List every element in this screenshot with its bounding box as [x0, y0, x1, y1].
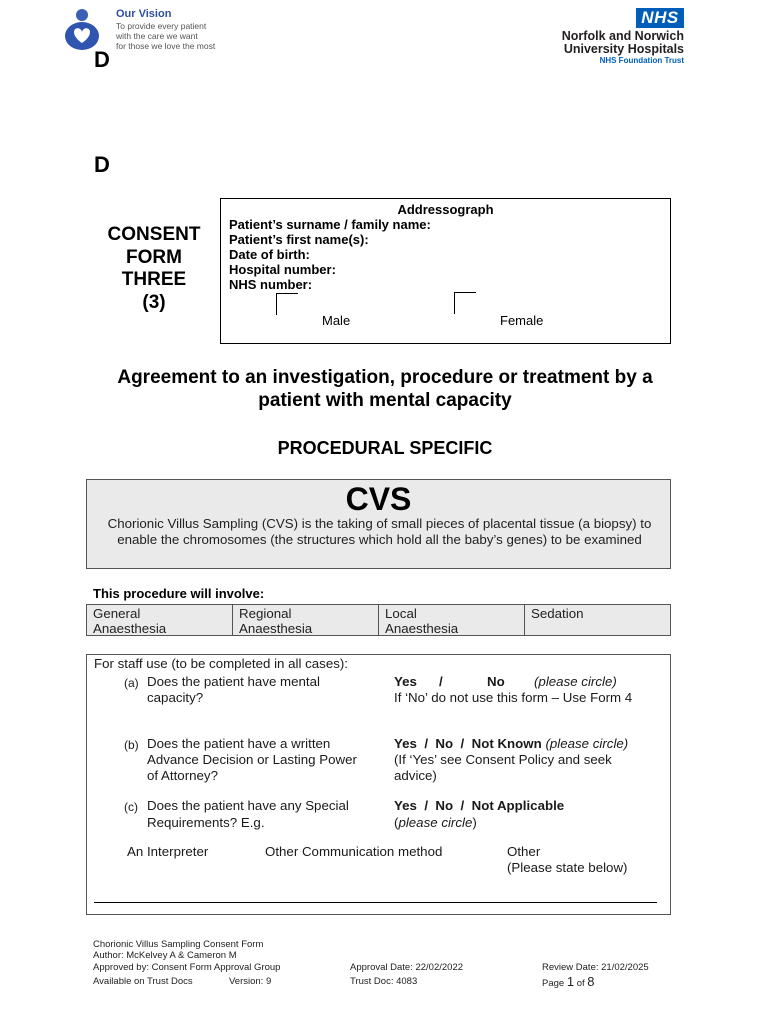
- trust-subtitle: NHS Foundation Trust: [599, 56, 684, 65]
- option-line: Regional: [239, 606, 292, 621]
- header-letter-d: D: [94, 47, 110, 72]
- answer-a-please-circle: (please circle): [534, 674, 617, 689]
- vision-line: for those we love the most: [116, 41, 216, 51]
- answer-b-please-circle: (please circle): [545, 736, 629, 751]
- option-other-note: (Please state below): [507, 860, 628, 875]
- option-regional-anaesthesia[interactable]: [233, 605, 379, 635]
- option-line: Anaesthesia: [93, 621, 167, 636]
- answer-b[interactable]: [394, 736, 628, 752]
- option-local-anaesthesia[interactable]: [379, 605, 525, 635]
- footer-approval-date: Approval Date: 22/02/2022: [350, 962, 464, 973]
- question-c-text: Requirements? E.g.: [147, 815, 265, 830]
- female-label: Female: [500, 313, 544, 328]
- option-line: Anaesthesia: [385, 621, 459, 636]
- page-total: 8: [587, 974, 595, 989]
- answer-b-note: (If ‘Yes’ see Consent Policy and seek: [394, 752, 612, 767]
- footer-page: [542, 974, 595, 989]
- footer-doc-title: Chorionic Villus Sampling Consent Form: [93, 939, 264, 950]
- write-in-line[interactable]: [94, 902, 657, 903]
- question-b-text: Does the patient have a written: [147, 736, 331, 751]
- footer-version: Version: 9: [229, 976, 272, 987]
- female-checkbox[interactable]: [454, 292, 476, 314]
- trust-name-line2: University Hospitals: [563, 42, 684, 56]
- option-other-communication[interactable]: Other Communication method: [265, 844, 443, 859]
- section-letter-d: D: [94, 152, 110, 177]
- option-line: Anaesthesia: [239, 621, 313, 636]
- vision-line: To provide every patient: [116, 21, 207, 31]
- footer-trust-doc: Trust Doc: 4083: [350, 976, 418, 987]
- addressograph-title: Addressograph: [397, 202, 494, 217]
- staff-use-box: [86, 654, 671, 915]
- option-line: Local: [385, 606, 417, 621]
- page-number: 1: [566, 974, 575, 989]
- footer-available: Available on Trust Docs: [93, 976, 193, 987]
- question-c-letter: (c): [124, 800, 138, 814]
- option-sedation[interactable]: [525, 605, 670, 635]
- cvs-title: CVS: [345, 481, 412, 517]
- question-b-letter: (b): [124, 738, 139, 752]
- male-checkbox[interactable]: [276, 293, 298, 315]
- question-b-text: of Attorney?: [147, 768, 218, 783]
- option-line: General: [93, 606, 141, 621]
- staff-heading: For staff use (to be completed in all cases):: [94, 656, 348, 671]
- field-first-name: Patient’s first name(s):: [229, 232, 369, 247]
- option-interpreter[interactable]: An Interpreter: [127, 844, 209, 859]
- addressograph-box: [220, 198, 671, 344]
- procedure-involve-label: This procedure will involve:: [93, 586, 265, 601]
- agreement-title-line: patient with mental capacity: [258, 390, 512, 411]
- answer-a-yes[interactable]: Yes: [394, 674, 417, 689]
- option-line: Sedation: [531, 606, 584, 621]
- field-surname: Patient’s surname / family name:: [229, 217, 431, 232]
- footer-review-date: Review Date: 21/02/2025: [542, 962, 649, 973]
- question-b-text: Advance Decision or Lasting Power: [147, 752, 357, 767]
- cvs-box: [86, 479, 671, 569]
- question-c-text: Does the patient have any Special: [147, 798, 349, 813]
- consent-line: (3): [142, 291, 166, 313]
- question-a-text: capacity?: [147, 690, 204, 705]
- option-general-anaesthesia[interactable]: [87, 605, 233, 635]
- field-nhs-number: NHS number:: [229, 277, 313, 292]
- agreement-title: [60, 366, 710, 412]
- page-prefix: Page: [542, 978, 567, 989]
- procedural-specific-heading: PROCEDURAL SPECIFIC: [277, 438, 493, 458]
- answer-c-paren: ): [472, 815, 477, 830]
- consent-line: CONSENT: [107, 224, 201, 245]
- anaesthesia-table: [86, 604, 671, 636]
- answer-c-paren: (: [394, 815, 399, 830]
- our-vision-logo-icon: [64, 8, 100, 52]
- agreement-title-line: Agreement to an investigation, procedure or treatment by a: [117, 367, 653, 388]
- vision-line: with the care we want: [116, 31, 198, 41]
- page-of: of: [574, 978, 588, 989]
- vision-title: Our Vision: [116, 8, 172, 20]
- field-hospital-number: Hospital number:: [229, 262, 336, 277]
- answer-a-slash: /: [439, 674, 443, 689]
- question-a-text: Does the patient have mental: [147, 674, 320, 689]
- field-date-of-birth: Date of birth:: [229, 247, 310, 262]
- answer-c-please-circle: [394, 815, 477, 831]
- nhs-logo-badge: NHS: [636, 8, 684, 28]
- answer-b-options: Yes / No / Not Known: [394, 736, 542, 751]
- answer-b-note: advice): [394, 768, 437, 783]
- male-label: Male: [322, 313, 351, 328]
- consent-line: THREE: [121, 269, 187, 290]
- consent-form-label: [96, 224, 212, 314]
- option-other[interactable]: Other: [507, 844, 541, 859]
- answer-a-note: If ‘No’ do not use this form – Use Form 4: [394, 690, 633, 705]
- trust-name-line1: Norfolk and Norwich: [561, 29, 684, 43]
- answer-c-options[interactable]: Yes / No / Not Applicable: [394, 798, 565, 813]
- answer-a-no[interactable]: No: [487, 674, 505, 689]
- footer-author: Author: McKelvey A & Cameron M: [93, 950, 237, 961]
- cvs-description: Chorionic Villus Sampling (CVS) is the taking of small pieces of placental tissue (a biopsy) to enable the chromosomes (the structures which hold all the baby’s genes) to be examined: [107, 516, 652, 547]
- question-a-letter: (a): [124, 676, 139, 690]
- answer-c-circle-text: please circle: [398, 815, 473, 830]
- consent-line: FORM: [126, 246, 182, 268]
- footer-approved-by: Approved by: Consent Form Approval Group: [93, 962, 281, 973]
